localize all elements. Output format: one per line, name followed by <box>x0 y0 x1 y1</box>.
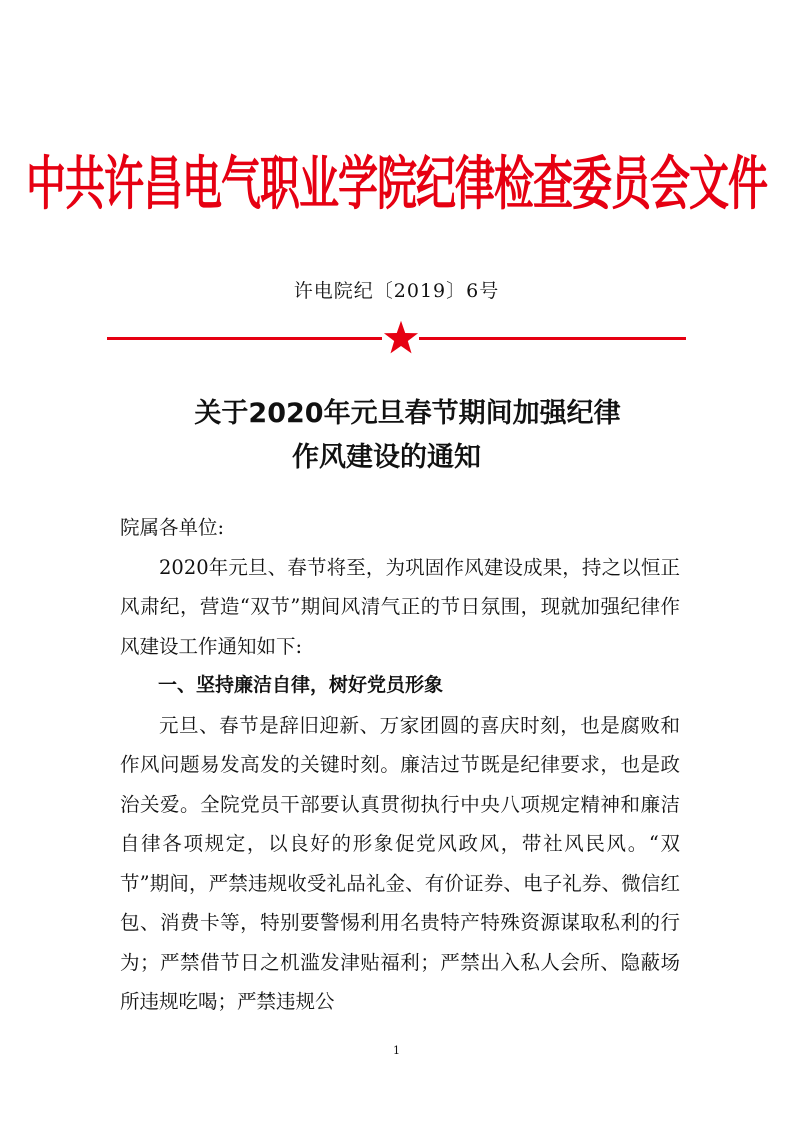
red-divider-left <box>107 337 382 340</box>
issuer-title: 中共许昌电气职业学院纪律检查委员会文件 <box>26 151 767 218</box>
intro-paragraph: 2020年元旦、春节将至，为巩固作风建设成果，持之以恒正风肃纪，营造“双节”期间风清气正的节日氛围，现就加强纪律作风建设工作通知如下: <box>120 555 680 658</box>
section-paragraph: 元旦、春节是辞旧迎新、万家团圆的喜庆时刻，也是腐败和作风问题易发高发的关键时刻。廉洁过节既是纪律要求，也是政治关爱。全院党员干部要认真贯彻执行中央八项规定精神和廉洁自律各项规定，以良好的形象促党风政风，带社风民风。“双节”期间，严禁违规收受礼品礼金、有价证券、电子礼券、微信红包、消费卡等，特别要警惕利用名贵特产特殊资源谋取私利的行为；严禁借节日之机滥发津贴福利；严禁出入私人会所、隐蔽场所违规吃喝；严禁违规公 <box>120 713 680 1013</box>
red-divider-right <box>419 337 686 340</box>
page-number: 1 <box>393 1044 400 1057</box>
document-body <box>120 508 680 1022</box>
notice-title-line-1: 关于2020年元旦春节期间加强纪律 <box>194 398 621 429</box>
section-heading: 一、坚持廉洁自律，树好党员形象 <box>158 674 444 696</box>
notice-title-line-2: 作风建设的通知 <box>292 442 481 473</box>
document-number: 许电院纪〔2019〕6号 <box>293 280 500 302</box>
notice-title <box>0 392 793 480</box>
salutation: 院属各单位: <box>120 516 225 539</box>
star-icon <box>383 320 419 354</box>
